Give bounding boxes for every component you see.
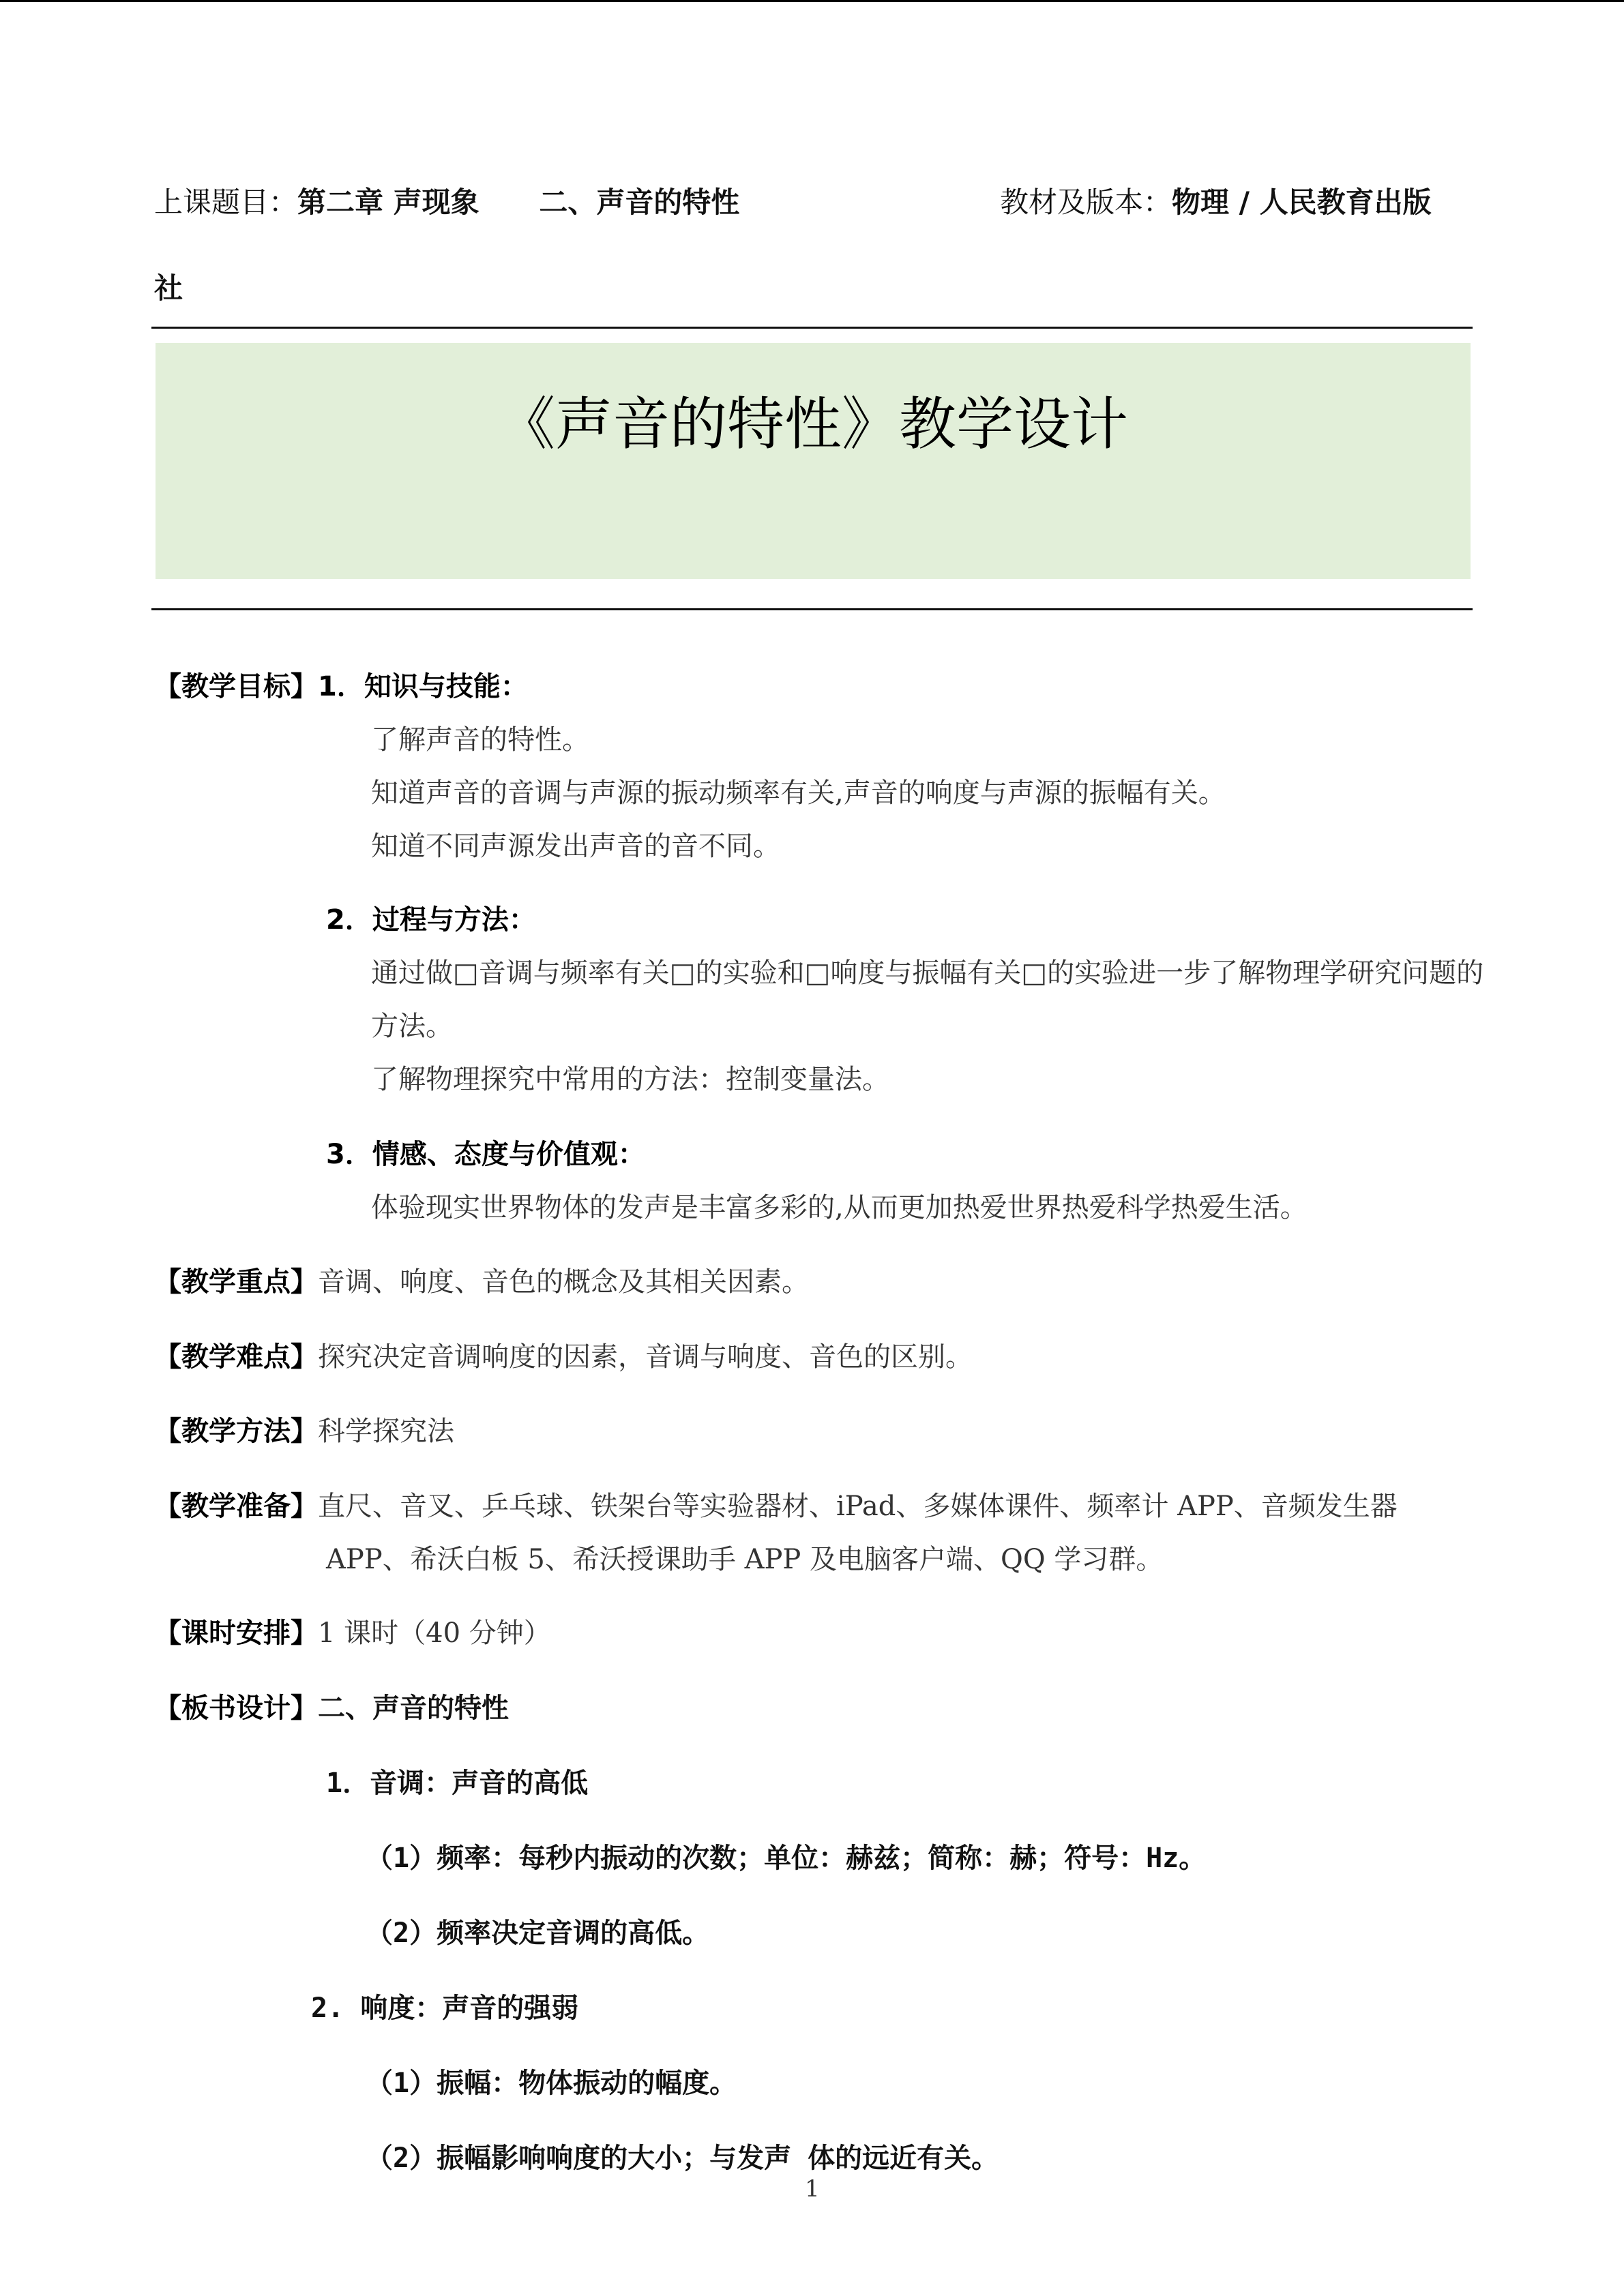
goal-1-line: 知道不同声源发出声音的音不同。 [371,831,780,862]
section-goals [154,665,528,704]
section-prep [154,1485,1398,1523]
section-key-points [154,1260,809,1299]
section-difficulties [154,1335,973,1374]
textbook-version [1000,180,1432,221]
subject-label: 上课题目： [154,185,298,219]
goals-label: 【教学目标】 [154,671,318,702]
goal-1-line: 知道声音的音调与声源的振动频率有关,声音的响度与声源的振幅有关。 [371,777,1226,809]
method-label: 【教学方法】 [154,1416,318,1447]
textbook-label: 教材及版本： [1000,185,1172,219]
board-item: （1）频率：每秒内振动的次数；单位：赫兹；简称：赫；符号：Hz。 [366,1843,1207,1874]
method-text: 科学探究法 [318,1416,454,1447]
goal-1-line: 了解声音的特性。 [371,724,589,756]
section-method [154,1410,454,1448]
top-border [0,0,1624,2]
schedule-text: 1 课时（40 分钟） [318,1617,551,1649]
board-item: 2. 响度：声音的强弱 [311,1993,579,2024]
key-points-label: 【教学重点】 [154,1266,318,1298]
header-rule [151,327,1473,329]
goal-3-line: 体验现实世界物体的发声是丰富多彩的,从而更加热爱世界热爱科学热爱生活。 [371,1192,1308,1223]
page-number: 1 [805,2175,820,2203]
goal-2-title: 2．过程与方法： [326,904,536,936]
board-item: （2）频率决定音调的高低。 [366,1918,710,1949]
schedule-label: 【课时安排】 [154,1617,318,1649]
page-title: 《声音的特性》教学设计 [497,391,1128,458]
goal-2-line: 通过做□音调与频率有关□的实验和□响度与振幅有关□的实验进一步了解物理学研究问题的 [371,957,1484,989]
goal-1-title: 1．知识与技能： [318,671,528,702]
goal-3-title: 3．情感、态度与价值观： [326,1139,645,1170]
textbook-value: 物理 / 人民教育出版 [1172,185,1432,219]
goal-2-line: 了解物理探究中常用的方法：控制变量法。 [371,1064,889,1095]
goal-2-line: 方法。 [371,1011,453,1042]
key-points-text: 音调、响度、音色的概念及其相关因素。 [318,1266,809,1298]
prep-text: 直尺、音叉、乒乓球、铁架台等实验器材、iPad、多媒体课件、频率计 APP、音频发生器 [318,1491,1398,1522]
board-item: 1．音调：声音的高低 [326,1768,589,1799]
board-heading: 二、声音的特性 [318,1693,509,1724]
subject-value: 第二章 声现象 二、声音的特性 [297,185,740,219]
textbook-value-continued: 社 [154,271,183,305]
section-board [154,1686,509,1725]
section-schedule [154,1611,551,1650]
prep-text-cont: APP、希沃白板 5、希沃授课助手 APP 及电脑客户端、QQ 学习群。 [326,1544,1164,1575]
title-rule [151,608,1473,610]
board-item: （1）振幅：物体振动的幅度。 [366,2068,737,2099]
difficulties-label: 【教学难点】 [154,1341,318,1373]
course-subject [154,180,739,221]
difficulties-text: 探究决定音调响度的因素，音调与响度、音色的区别。 [318,1341,973,1373]
prep-label: 【教学准备】 [154,1491,318,1522]
board-label: 【板书设计】 [154,1693,318,1724]
board-item: （2）振幅影响响度的大小；与发声 体的远近有关。 [366,2143,999,2174]
